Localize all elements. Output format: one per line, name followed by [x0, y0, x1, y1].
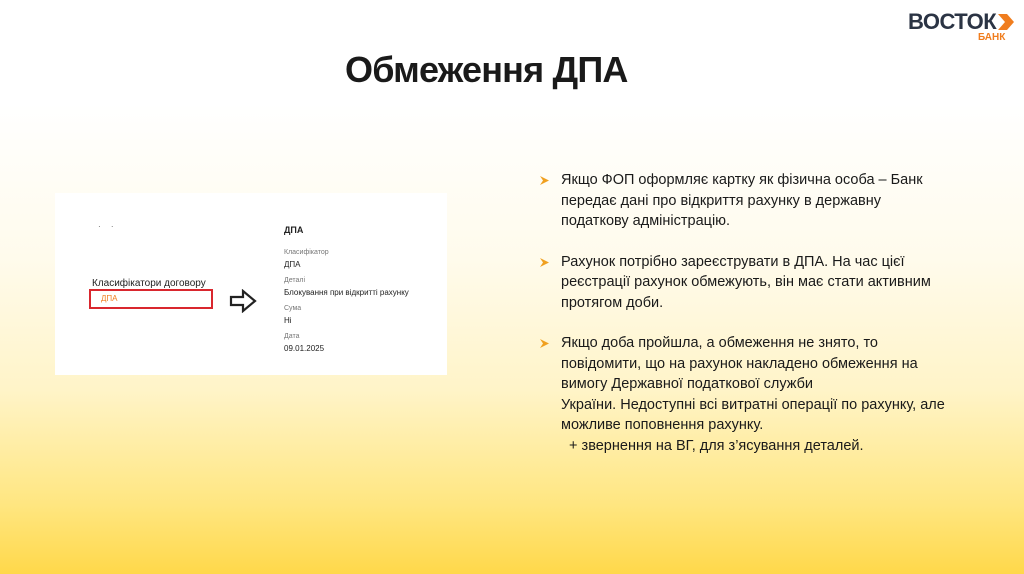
bullet-line: можливе поповнення рахунку.: [561, 417, 764, 433]
bullet-line: України. Недоступні всі витратні операції по рахунку, але: [561, 396, 945, 413]
bullet-line: Якщо ФОП оформляє картку як фізична особа – Банк: [561, 172, 923, 188]
detail-value-classifier: ДПА: [284, 260, 301, 269]
bullet-line: реєстрації рахунок обмежують, він має стати активним: [561, 274, 931, 290]
detail-label-amount: Сума: [284, 305, 302, 312]
highlighted-classifier: [89, 289, 213, 309]
bullet-line: Якщо доба пройшла, а обмеження не знято, то: [561, 335, 878, 351]
logo-wordmark: ВОСТОК: [908, 9, 997, 34]
bullet-list: [539, 170, 1009, 476]
slide-title: Обмеження ДПА: [345, 49, 628, 90]
right-arrow-icon: [229, 289, 257, 313]
detail-label-date: Дата: [284, 333, 300, 340]
chevron-bullet-icon: [539, 175, 550, 186]
detail-label-details: Деталі: [284, 277, 306, 284]
chevron-bullet-icon: [539, 338, 550, 349]
details-heading: ДПА: [284, 225, 304, 235]
highlighted-classifier-value: ДПА: [101, 294, 118, 303]
detail-value-date: 09.01.2025: [284, 344, 325, 353]
classifiers-label: Класифікатори договору: [92, 278, 206, 289]
bullet-line: податкову адміністрацію.: [561, 213, 731, 229]
bullet-line: вимогу Державної податкової служби: [561, 376, 814, 392]
bullet-line: передає дані про відкриття рахунку в державну: [561, 192, 881, 209]
bullet-item: [539, 252, 1009, 314]
logo-chevron-icon: [996, 12, 1016, 32]
bullet-line: + звернення на ВГ, для з’ясування деталей.: [561, 437, 864, 454]
screenshot-panel: [55, 193, 447, 375]
bullet-line: Рахунок потрібно зареєструвати в ДПА. На час цієї: [561, 253, 905, 270]
decorative-dots: · ·: [98, 222, 118, 231]
bullet-line: протягом доби.: [561, 294, 664, 311]
bullet-item: [539, 170, 1009, 232]
bullet-item: [539, 333, 1009, 456]
logo-subtext: БАНК: [978, 32, 1006, 43]
chevron-bullet-icon: [539, 257, 550, 268]
vostok-bank-logo: [908, 8, 1020, 46]
detail-label-classifier: Класифікатор: [284, 249, 329, 256]
bullet-line: повідомити, що на рахунок накладено обмеження на: [561, 355, 918, 372]
detail-value-amount: Ні: [284, 316, 292, 325]
detail-value-details: Блокування при відкритті рахунку: [284, 288, 409, 297]
